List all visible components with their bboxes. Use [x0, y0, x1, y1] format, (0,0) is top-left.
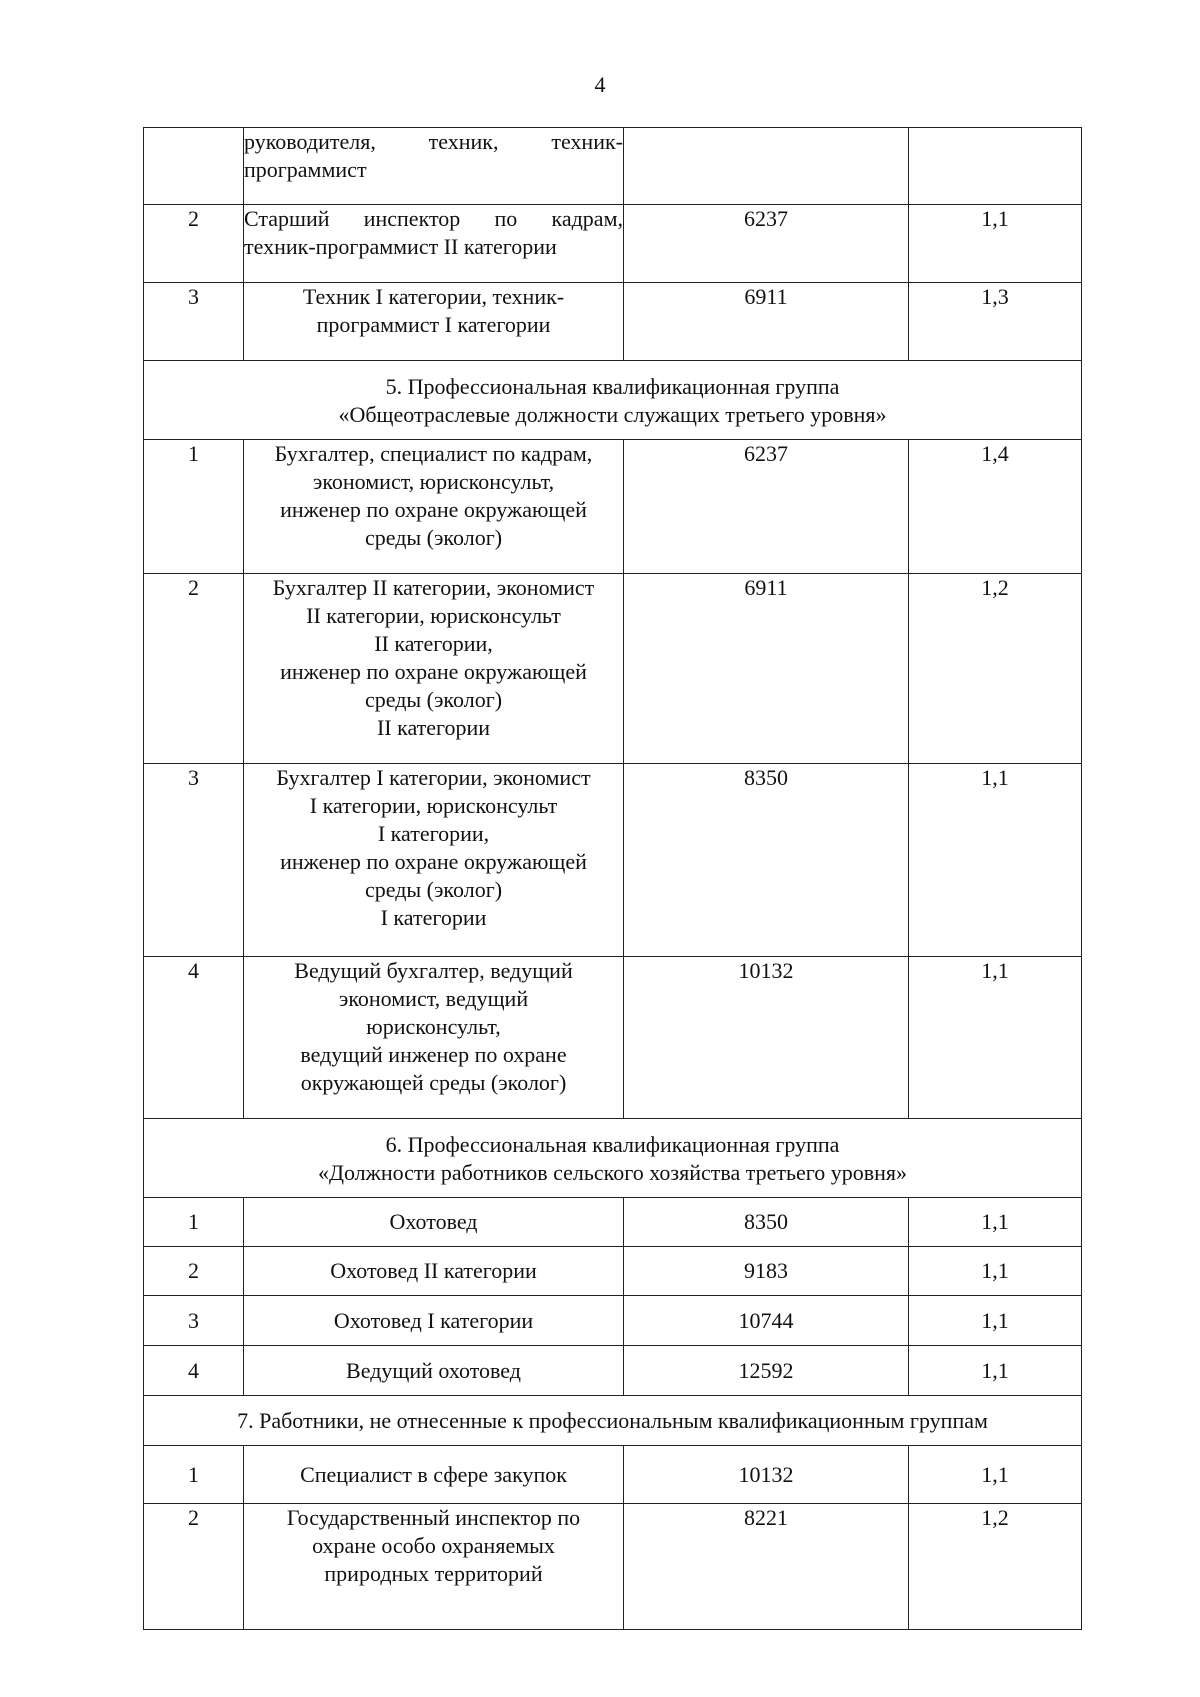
position-name-line: окружающей среды (эколог) [300, 1070, 567, 1095]
table-row [144, 205, 1082, 283]
position-name-line: ведущий инженер по охране [300, 1042, 567, 1067]
position-name-line: II категории, [374, 631, 493, 656]
position-name-line: юрисконсульт, [366, 1014, 501, 1039]
position-name-line: Охотовед [389, 1209, 478, 1234]
table-row [144, 283, 1082, 361]
position-name-line: охране особо охраняемых [312, 1533, 555, 1558]
position-name-line: Государственный инспектор по [286, 1505, 581, 1530]
group-title-line: 6. Профессиональная квалификационная группа [385, 1132, 840, 1157]
salary-value: 9183 [624, 1247, 909, 1296]
coefficient-value: 1,1 [909, 1346, 1082, 1396]
table-row [144, 1247, 1082, 1296]
salary-value: 6237 [624, 440, 909, 574]
position-name [244, 205, 624, 283]
salary-table [143, 127, 1082, 1630]
table-row [144, 1346, 1082, 1396]
group-title-line: 5. Профессиональная квалификационная группа [385, 374, 840, 399]
position-name-line: программист [244, 157, 367, 182]
salary-value [624, 128, 909, 205]
coefficient-value: 1,2 [909, 1504, 1082, 1630]
table-row [144, 1504, 1082, 1630]
group-title-line: «Общеотраслевые должности служащих третьего уровня» [338, 402, 887, 427]
group-title [144, 361, 1082, 440]
position-name-line: Техник I категории, техник- [302, 284, 565, 309]
position-name-line: инженер по охране окружающей [280, 849, 587, 874]
coefficient-value: 1,1 [909, 1247, 1082, 1296]
group-title [144, 1119, 1082, 1198]
coefficient-value: 1,3 [909, 283, 1082, 361]
coefficient-value: 1,1 [909, 1446, 1082, 1504]
table-row [144, 957, 1082, 1119]
position-name-line: Ведущий охотовед [346, 1357, 521, 1383]
salary-value: 8350 [624, 764, 909, 957]
position-name-line: Охотовед II категории [330, 1258, 537, 1283]
table-row [144, 1446, 1082, 1504]
salary-value: 6237 [624, 205, 909, 283]
position-name-line: техник-программист II категории [244, 234, 557, 259]
position-name-line: инженер по охране окружающей [280, 497, 587, 522]
position-name-line: Специалист в сфере закупок [300, 1461, 567, 1487]
row-number: 3 [144, 1296, 244, 1346]
position-name-line: среды (эколог) [364, 687, 503, 712]
row-number: 4 [144, 1346, 244, 1396]
coefficient-value: 1,1 [909, 1198, 1082, 1247]
coefficient-value: 1,1 [909, 957, 1082, 1119]
position-name [244, 1504, 624, 1630]
salary-value: 10132 [624, 957, 909, 1119]
position-name [244, 1346, 624, 1396]
row-number: 1 [144, 1446, 244, 1504]
group-header-row [144, 361, 1082, 440]
table-row [144, 764, 1082, 957]
coefficient-value: 1,1 [909, 205, 1082, 283]
row-number: 2 [144, 574, 244, 764]
group-header-row [144, 1396, 1082, 1446]
table-row [144, 440, 1082, 574]
row-number: 1 [144, 1198, 244, 1247]
row-number: 2 [144, 205, 244, 283]
salary-value: 10744 [624, 1296, 909, 1346]
position-name-line: природных территорий [324, 1561, 543, 1586]
salary-value: 12592 [624, 1346, 909, 1396]
row-number: 3 [144, 283, 244, 361]
position-name-line: II категории [376, 715, 491, 740]
position-name-line: I категории, юрисконсульт [309, 793, 558, 818]
table-row [144, 1198, 1082, 1247]
position-name [244, 1198, 624, 1247]
position-name-line: Ведущий бухгалтер, ведущий [294, 958, 573, 983]
position-name [244, 1446, 624, 1504]
table-row [144, 128, 1082, 205]
position-name-line: Старший инспектор по кадрам, [244, 206, 623, 231]
position-name-line: Бухгалтер I категории, экономист [276, 765, 591, 790]
salary-value: 8221 [624, 1504, 909, 1630]
position-name [244, 764, 624, 957]
position-name-line: I категории, [377, 821, 490, 846]
coefficient-value: 1,1 [909, 764, 1082, 957]
position-name [244, 574, 624, 764]
position-name-line: Бухгалтер II категории, экономист [272, 575, 595, 600]
row-number: 3 [144, 764, 244, 957]
position-name [244, 1296, 624, 1346]
position-name-line: Охотовед I категории [333, 1307, 534, 1333]
group-header-row [144, 1119, 1082, 1198]
row-number: 2 [144, 1247, 244, 1296]
salary-value: 6911 [624, 283, 909, 361]
position-name-line: среды (эколог) [364, 877, 503, 902]
position-name [244, 128, 624, 205]
position-name [244, 1247, 624, 1296]
table-row [144, 1296, 1082, 1346]
position-name-line: II категории, юрисконсульт [306, 603, 561, 628]
position-name-line: экономист, ведущий [338, 986, 529, 1011]
position-name-line: экономист, юрисконсульт, [312, 469, 555, 494]
row-number: 2 [144, 1504, 244, 1630]
position-name-line: программист I категории [316, 312, 551, 337]
group-title-line: 7. Работники, не отнесенные к профессиональным квалификационным группам [237, 1407, 988, 1433]
salary-value: 10132 [624, 1446, 909, 1504]
row-number [144, 128, 244, 205]
group-title [144, 1396, 1082, 1446]
coefficient-value [909, 128, 1082, 205]
page-number: 4 [594, 72, 606, 97]
row-number: 4 [144, 957, 244, 1119]
position-name [244, 440, 624, 574]
table-body [144, 128, 1082, 1630]
group-title-line: «Должности работников сельского хозяйства третьего уровня» [317, 1160, 908, 1185]
position-name [244, 957, 624, 1119]
coefficient-value: 1,4 [909, 440, 1082, 574]
table-row [144, 574, 1082, 764]
position-name-line: I категории [380, 905, 487, 930]
salary-value: 8350 [624, 1198, 909, 1247]
position-name-line: руководителя, техник, техник- [244, 129, 623, 154]
position-name-line: среды (эколог) [364, 525, 503, 550]
position-name-line: Бухгалтер, специалист по кадрам, [274, 441, 593, 466]
salary-value: 6911 [624, 574, 909, 764]
coefficient-value: 1,1 [909, 1296, 1082, 1346]
coefficient-value: 1,2 [909, 574, 1082, 764]
row-number: 1 [144, 440, 244, 574]
position-name-line: инженер по охране окружающей [280, 659, 587, 684]
position-name [244, 283, 624, 361]
